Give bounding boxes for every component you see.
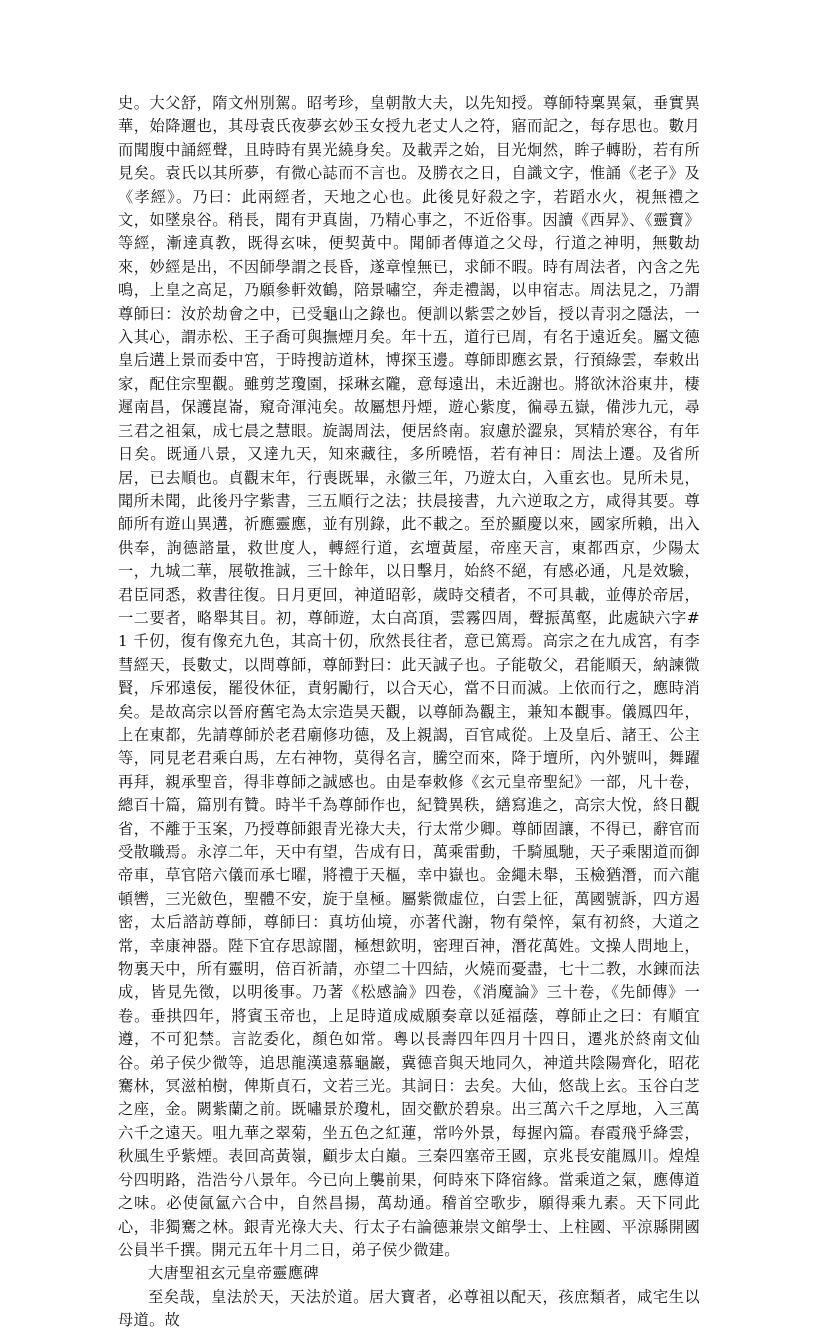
body-text: 史。大父舒，隋文州別駕。昭考珍，皇朝散大夫，以先知授。尊師特稟異氣，垂實異華，始降邇也，其母袁氏夜夢玄妙玉女授九老丈人之符，寤而記之，每存思也。數月而聞腹中誦經聲，且時時有異光繞身矣。及載弄之始，目光炯然，眸子轉盼，若有所見矣。袁氏以其所夢，有微心誌而不言也。及勝衣之日，自識文字，惟誦《老子》及《孝經》。乃曰：此兩經者，天地之心也。此後見好殺之字，若蹈水火，視無禮之文，如墜泉谷。稍長，聞有尹真崮，乃精心事之，不近俗事。因讀《西昇》、《靈寶》等經，漸達真教，既得玄味，便契黃中。聞師者傳道之父母，行道之神明，無數劫來，妙經是出，不因師學謂之長昏，遂章惶無已，求師不暇。時有周法者，內含之先鳴，上皇之高足，乃願參軒效鶴，陪景嘯空，奔走禮謁，以申宿志。周法見之，乃謂尊師曰：汝於劫會之中，已受龜山之錄也。便訓以紫雲之妙旨，授以青羽之隱法，一入其心，謂赤松、王子喬可與撫煙月矣。年十五，道行已周，有名于遠近矣。屬文德皇后遘上景而委中宮，于時搜訪道林，博探玉邊。尊師即應玄景，行預綠雲，奉敕出家，配住宗聖觀。雖剪芝瓊園，採琳玄隴，意每遠出，未近謝也。將欲沐浴東井，棲遲南昌，保護崑崙，窺奇渾沌矣。故屬想丹煙，遊心紫度，徧尋五嶽，備涉九元，尋三君之祖氣，成七晨之慧眼。旋謁周法，便居終南。寂慮於澀泉，冥精於寒谷，有年日矣。既通八景，又達九天，知來藏往，多所曉悟，若有神日：周法上遷。及省所居，已去順也。貞觀末年，行喪既畢，永徽三年，乃遊太白，入重玄也。見所未見，聞所未聞，此後丹字紫書，三五順行之法；扶晨接書，九六逆取之方，咸得其要。尊師所有遊山異遘，祈應靈應，並有別錄，此不載之。至於顯慶以來，國家所賴，出入供奉，詢德諮量，救世度人，轉經行道，玄壇黃屋，帝座天言，東都西京，少陽太一，九城二華，展敬推誠，三十餘年，以日擊月，始終不絕，有感必通，凡是效驗，君臣同悉，救書往復。日月更回，神道昭彰，歲時交積者，不可具載，並傳於帝居，一二要者，略舉其目。初，尊師遊，太白高頂，雲霧四周，聲振萬壑，此處缺六字#1 千仞，復有像充九色，其高十仞，欣然長往者，意已篤焉。高宗之在九成宮，有李彗經天，長數丈，以問尊師，尊師對曰：此天誠子也。子能敬父，君能順天，納諫微賢，斥邪遠佞，罷役休征，責躬勵行，以合天心，當不日而滅。上依而行之，應時消矣。是故高宗以晉府舊宅為太宗造昊天觀，以尊師為觀主，兼知本觀事。儀鳳四年，上在東都，先請尊師於老君廟修功德，及上親謁，百官咸從。上及皇后、諸王、公主等，同見老君乘白馬，左右神物，莫得名言，騰空而來，降于壇所，內外號叫，舞躍再拜，親承聖音，得非尊師之誠感也。由是奉敕修《玄元皇帝聖紀》一部，凡十卷，總百十篇，篇別有贊。時半千為尊師作也，紀贊異秩，繕寫進之，高宗大悅，終日觀省，不離于玉案，乃授尊師銀青光祿大夫，行太常少卿。尊師固讓，不得已，辭官而受散職焉。永淳二年，天中有望，告成有日，萬乘雷動，千騎風馳，天子乘閣道而御帝車，草官陪六儀而承七曜，將禮于天樞，幸中嶽也。金繩未舉，玉檢猶潛，而六龍頓轡，三光斂色，聖體不安，旋于皇極。屬紫微虛位，白雲上征，萬國號訴，四方遏密，太后諮訪尊師，尊師曰：真坊仙境，亦著代謝，物有榮悴，氣有初終，大道之常，幸康神器。陛下宜存思諒闇，極想欽明，密理百神，潛花萬姓。文操人問地上，物裏天中，所有靈明，倍百祈請，亦望二十四結，火燒而憂盡，七十二教，水鍊而法成，皆見先徵，以明後事。乃著《松感論》四卷，《消魔論》三十卷，《先師傳》一卷。垂拱四年，將賓玉帝也，上足時道成威願奏章以延福蔭，尊師止之曰：有順宜遵，不可犯禁。言訖委化，顏色如常。粵以長壽四年四月十四日，遷兆於終南文仙谷。弟子侯少微等，追思龍漢遠慕龜巖，冀德音與天地同久，神道共陰陽齊化，昭花騫林，冥滋柏樹，俾斯貞石，文若三光。其詞日：去矣。大仙，悠哉上玄。玉谷白芝之座，金。闕紫蘭之前。既嘯景於瓊札，固交歡於碧泉。出三萬六千之厚地，入三萬六千之遠天。咀九華之翠菊，坐五色之紅蓮，常吟外景，每握內篇。春霞飛乎絳雲，秋風生乎紫煙。表回高黃嶺，顧步太白巔。三秦四塞帝王國，京兆長安龍鳳川。煌煌兮四明路，浩浩兮八景年。今已向上襲前果，何時來下降宿緣。當乘道之氣，應傳道之味。必使氤氳六合中，自然昌揚，萬劫通。稽首空歌步，願得乘九素。天下同此心，非獨騫之林。銀青光祿大夫、行太子右論德兼崇文館學士、上柱國、平涼縣開國公員半千撰。開元五年十月二日，弟子侯少微建。 [118, 94, 700, 1259]
section-title: 大唐聖祖玄元皇帝靈應碑 [148, 1264, 319, 1283]
document-page [118, 92, 700, 1333]
section-opening: 至矣哉，皇法於天，天法於道。居大寶者，必尊祖以配天，孩庶類者，咸宅生以母道。故 [118, 1287, 700, 1330]
